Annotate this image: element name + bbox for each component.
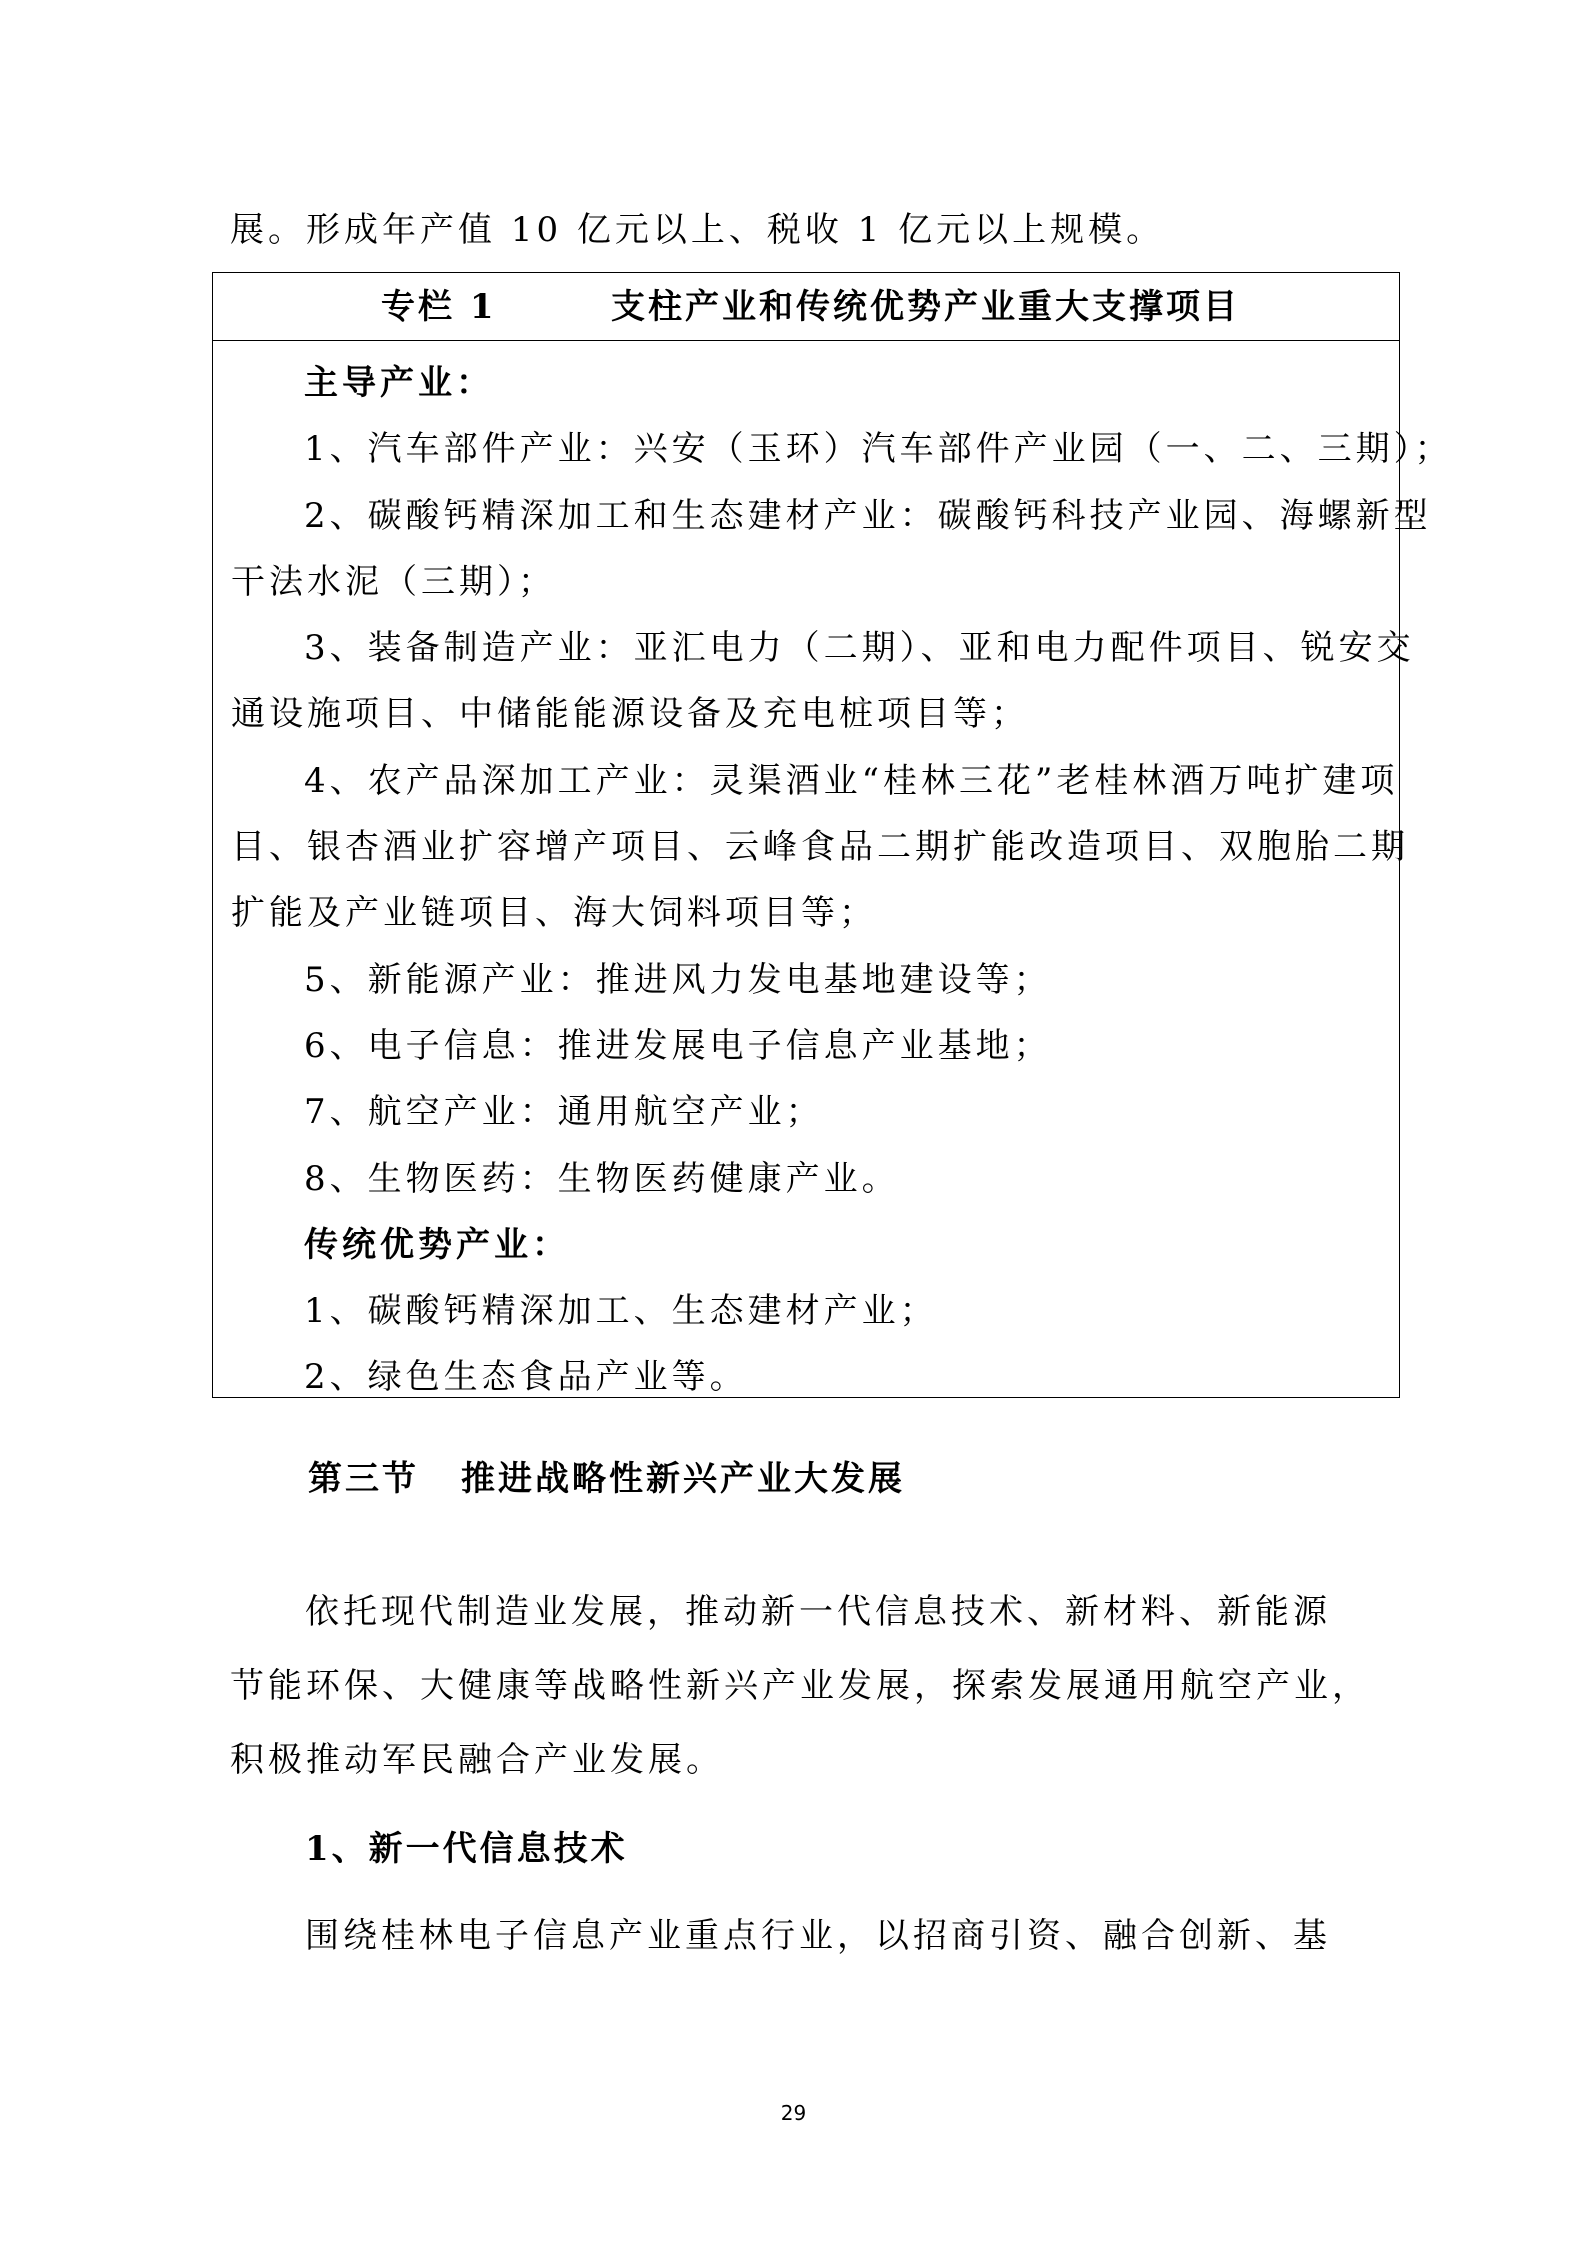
box-line: 2、碳酸钙精深加工和生态建材产业：碳酸钙科技产业园、海螺新型 [304,496,1432,536]
box-line: 目、银杏酒业扩容增产项目、云峰食品二期扩能改造项目、双胞胎二期 [231,827,1409,867]
box-line: 扩能及产业链项目、海大饲料项目等； [231,893,877,933]
feature-box-number: 专栏 1 [381,287,497,327]
box-line: 8、生物医药：生物医药健康产业。 [304,1159,900,1199]
paragraph-line: 积极推动军民融合产业发展。 [230,1740,724,1780]
box-heading-leading: 主导产业： [304,363,494,403]
box-line: 3、装备制造产业：亚汇电力（二期）、亚和电力配件项目、锐安交 [304,628,1415,668]
box-line: 7、航空产业：通用航空产业； [304,1092,824,1132]
feature-box-header [213,273,1399,341]
box-line: 4、农产品深加工产业：灵渠酒业“桂林三花”老桂林酒万吨扩建项 [304,761,1399,801]
paragraph-line: 围绕桂林电子信息产业重点行业，以招商引资、融合创新、基 [305,1916,1331,1956]
box-line: 5、新能源产业：推进风力发电基地建设等； [304,960,1052,1000]
paragraph-line: 节能环保、大健康等战略性新兴产业发展，探索发展通用航空产业， [230,1666,1370,1706]
section-label: 第三节 [308,1459,419,1499]
section-title: 推进战略性新兴产业大发展 [461,1459,905,1499]
box-line: 干法水泥（三期）； [231,562,556,602]
section-heading [308,1456,1468,1502]
box-heading-traditional: 传统优势产业： [304,1225,570,1265]
page-number: 29 [780,2101,807,2125]
feature-box-title: 支柱产业和传统优势产业重大支撑项目 [611,287,1240,327]
box-line: 6、电子信息：推进发展电子信息产业基地； [304,1026,1052,1066]
subheading: 1、新一代信息技术 [305,1829,628,1869]
paragraph-line: 展。形成年产值 10 亿元以上、税收 1 亿元以上规模。 [230,210,1165,250]
box-line: 1、汽车部件产业：兴安（玉环）汽车部件产业园（一、二、三期）； [304,429,1453,469]
box-line: 通设施项目、中储能能源设备及充电桩项目等； [231,694,1029,734]
box-line: 1、碳酸钙精深加工、生态建材产业； [304,1291,938,1331]
paragraph-line: 依托现代制造业发展，推动新一代信息技术、新材料、新能源 [305,1592,1331,1632]
feature-box [212,272,1453,1398]
box-line: 2、绿色生态食品产业等。 [304,1357,748,1397]
